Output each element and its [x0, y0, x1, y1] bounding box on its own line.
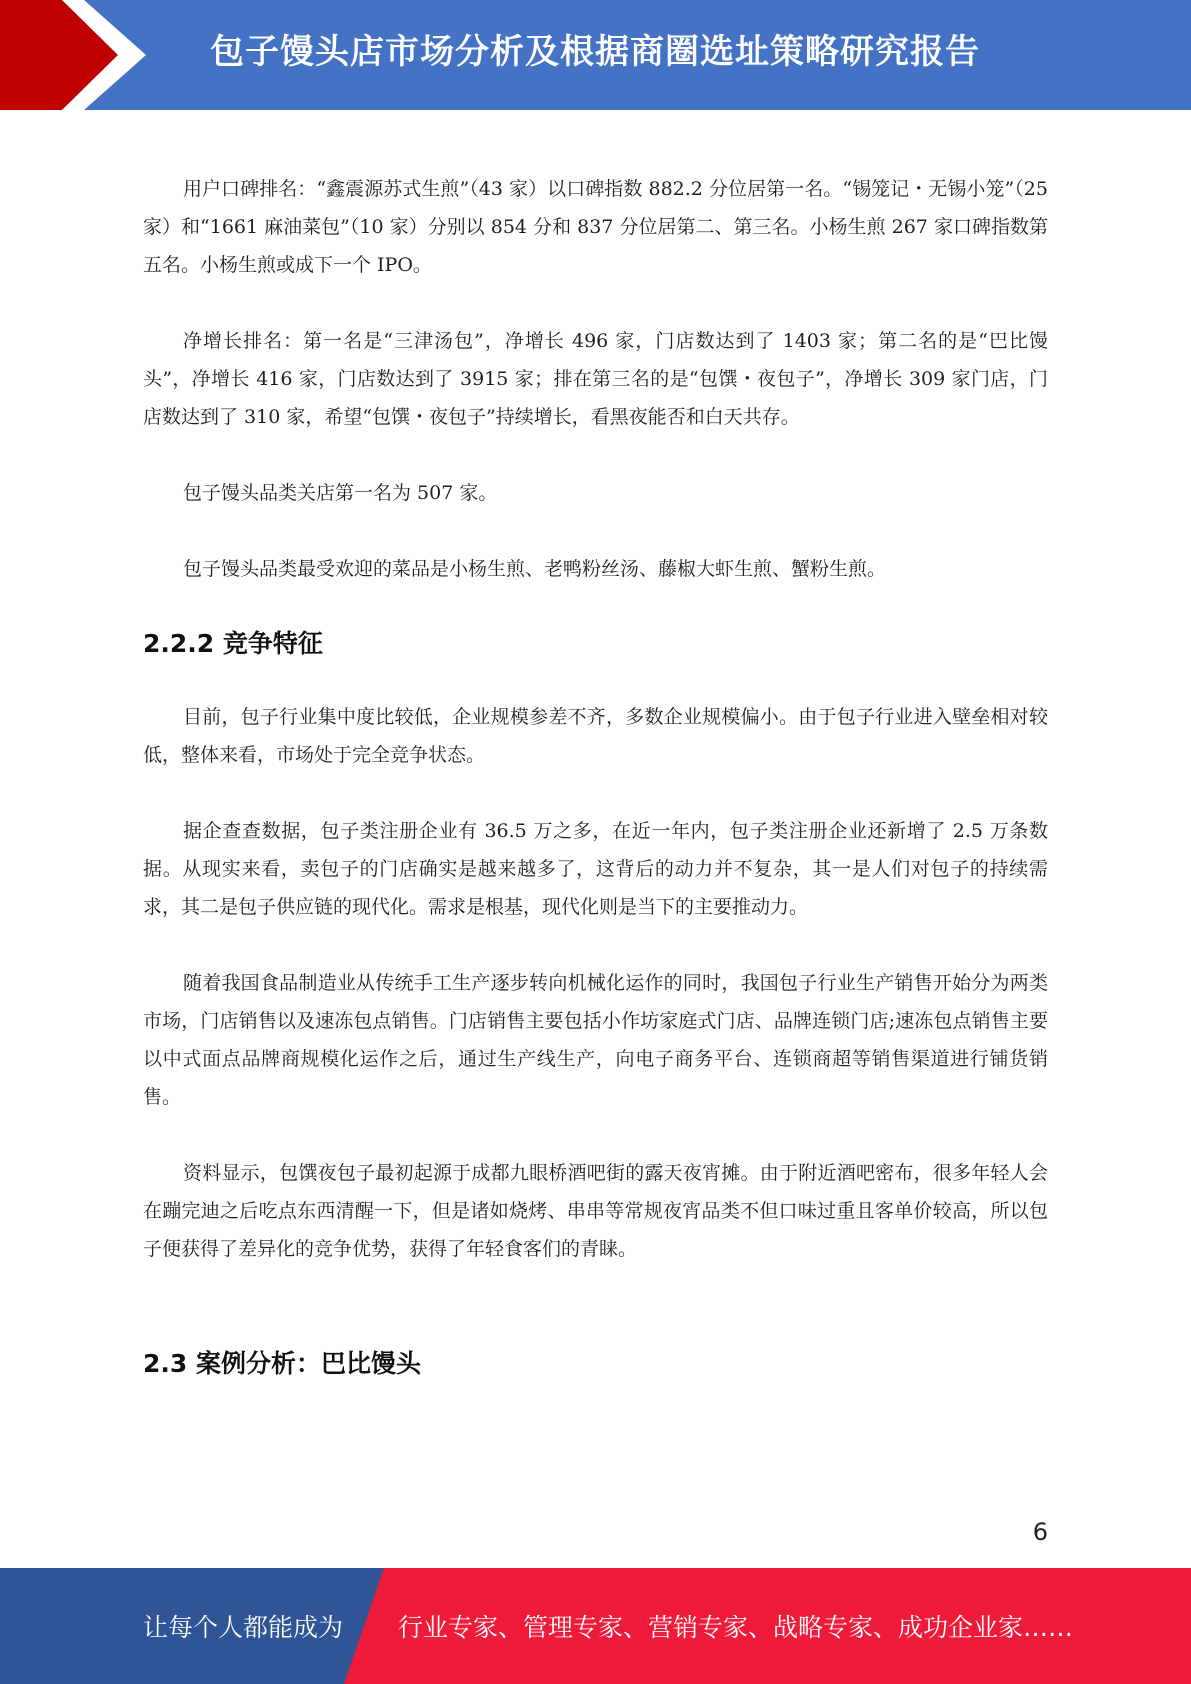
footer-slogan-left: 让每个人都能成为: [143, 1613, 344, 1642]
main-content: [143, 170, 1048, 1418]
paragraph-market-channels: 随着我国食品制造业从传统手工生产逐步转向机械化运作的同时，我国包子行业生产销售开始分为两类市场，门店销售以及速冻包点销售。门店销售主要包括小作坊家庭式门店、品牌连锁门店;速冻包点销售主要以中式面点品牌商规模化运作之后，通过生产线生产，向电子商务平台、连锁商超等销售渠道进行铺货销售。: [143, 972, 1048, 1108]
footer-slogan-right: 行业专家、管理专家、营销专家、战略专家、成功企业家……: [398, 1613, 1074, 1642]
paragraph-night-buns-origin: 资料显示，包馔夜包子最初起源于成都九眼桥酒吧街的露天夜宵摊。由于附近酒吧密布，很多年轻人会在蹦完迪之后吃点东西清醒一下，但是诸如烧烤、串串等常规夜宵品类不但口味过重且客单价较高，所以包子便获得了差异化的竞争优势，获得了年轻食客们的青睐。: [143, 1162, 1048, 1260]
paragraph-industry-concentration: 目前，包子行业集中度比较低，企业规模参差不齐，多数企业规模偏小。由于包子行业进入壁垒相对较低，整体来看，市场处于完全竞争状态。: [143, 706, 1048, 766]
page-header: [0, 0, 1191, 110]
paragraph-reputation-ranking: 用户口碑排名：“鑫震源苏式生煎”（43 家）以口碑指数 882.2 分位居第一名。“锡笼记・无锡小笼”（25 家）和“1661 麻油菜包”（10 家）分别以 854 分和 837 分位居第二、第三名。小杨生煎 267 家口碑指数第五名。小杨生煎或成下一个 IPO。: [143, 178, 1048, 276]
report-title: 包子馒头店市场分析及根据商圈选址策略研究报告: [210, 32, 980, 72]
page-number: 6: [1032, 1518, 1048, 1546]
page-footer: [0, 1568, 1191, 1684]
section-heading-case-study: 2.3 案例分析：巴比馒头: [143, 1349, 421, 1378]
paragraph-registered-companies: 据企查查数据，包子类注册企业有 36.5 万之多，在近一年内，包子类注册企业还新增了 2.5 万条数据。从现实来看，卖包子的门店确实是越来越多了，这背后的动力并不复杂，其一是人们对包子的持续需求，其二是包子供应链的现代化。需求是根基，现代化则是当下的主要推动力。: [143, 820, 1048, 918]
paragraph-net-growth-ranking: 净增长排名：第一名是“三津汤包”，净增长 496 家，门店数达到了 1403 家；第二名的是“巴比馒头”，净增长 416 家，门店数达到了 3915 家；排在第三名的是“包馔・夜包子”，净增长 309 家门店，门店数达到了 310 家，希望“包馔・夜包子”持续增长，看黑夜能否和白天共存。: [143, 330, 1048, 428]
section-heading-competition: 2.2.2 竞争特征: [143, 629, 323, 658]
paragraph-store-closures: 包子馒头品类关店第一名为 507 家。: [183, 482, 498, 504]
paragraph-popular-dishes: 包子馒头品类最受欢迎的菜品是小杨生煎、老鸭粉丝汤、藤椒大虾生煎、蟹粉生煎。: [183, 558, 887, 580]
